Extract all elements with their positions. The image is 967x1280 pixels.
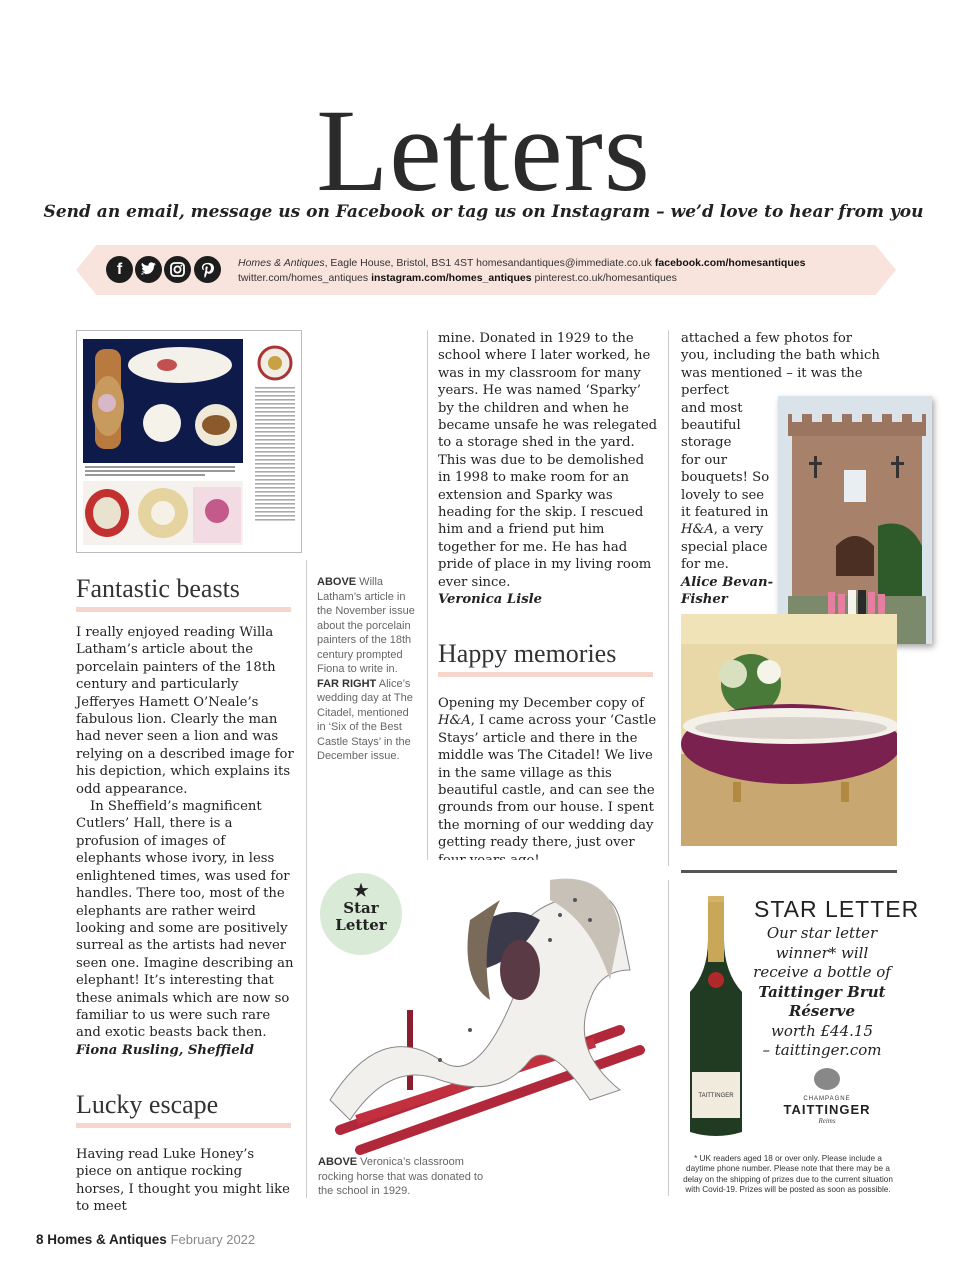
- letter-signature: Fiona Rusling, Sheffield: [76, 1042, 254, 1058]
- text-line: beautiful: [681, 418, 741, 434]
- prize-line: – taittinger.com: [762, 1041, 882, 1059]
- prize-line: worth £44.15: [771, 1021, 873, 1040]
- column-divider: [668, 330, 669, 866]
- terms-fine-print: * UK readers aged 18 or over only. Please include a daytime phone number. Please note that there may be a delay on the shipping of prizes due to the current situation with Covid-19. Prizes will be posted as soon as possible.: [683, 1154, 893, 1195]
- prize-line: Réserve: [788, 1002, 856, 1020]
- crest-icon: [814, 1068, 840, 1090]
- contact-publication: Homes & Antiques: [238, 257, 325, 269]
- bottle-label: TAITTINGER: [698, 1093, 734, 1099]
- prize-line: Our star letter: [766, 924, 878, 942]
- page-footer: [36, 1232, 255, 1247]
- letter-paragraph: In Sheffield’s magnificent Cutlers’ Hall, there is a profusion of images of elephants whose ivory, in less enlightened times, was used for handles. There too, most of the elephants are rather weird looking and some are positively surreal as the artists had never seen one. Imagine describing an elephant! It’s interesting that these animals which are now so familiar to us were such rare and exotic beasts back then.: [76, 799, 294, 1041]
- caption-text: Alice’s wedding day at The Citadel, mentioned in ‘Six of the Best Castle Stays’ in the December issue.: [317, 677, 413, 762]
- text: Opening my December copy of: [438, 696, 645, 711]
- text-line: for me.: [681, 557, 729, 573]
- caption-label: FAR RIGHT: [317, 677, 377, 690]
- page-title: Letters: [316, 85, 651, 216]
- letter-paragraph: mine. Donated in 1929 to the school where I later worked, he was in my classroom for many years. He was named ‘Sparky’ by the children and when he became unsafe he was relegated to a storage shed in the yard. This was due to be demolished in 1998 to make room for an extension and Sparky was heading for the skip. I rescued him and a friend put him together for me. He has had pride of place in my living room ever since.: [438, 331, 658, 590]
- magazine-name: H&A: [681, 522, 714, 538]
- letter-body-lucky-escape-continued: [438, 330, 660, 609]
- letter-signature: Alice Bevan-: [681, 574, 774, 590]
- facebook-icon[interactable]: f: [106, 256, 133, 283]
- champagne-bottle-image: [684, 892, 748, 1140]
- letter-paragraph: Having read Luke Honey’s piece on antique rocking horses, I thought you might like to meet: [76, 1147, 290, 1215]
- pinterest-link[interactable]: pinterest.co.uk/homesantiques: [531, 272, 677, 284]
- caption-text: Willa Latham’s article in the November issue about the porcelain painters of the 18th century prompted Fiona to write in.: [317, 576, 415, 675]
- magazine-spread-image: [76, 330, 302, 553]
- heading-rule: [438, 672, 653, 677]
- magazine-name: H&A: [438, 713, 471, 729]
- prize-line: receive a bottle of: [753, 963, 891, 981]
- star-letter-badge: [320, 873, 402, 955]
- pinterest-icon[interactable]: [194, 256, 221, 283]
- caption-label: ABOVE: [318, 1156, 358, 1168]
- castle-wedding-photo: [778, 396, 932, 644]
- magazine-name: Homes & Antiques: [47, 1232, 167, 1247]
- heading-rule: [76, 1123, 291, 1128]
- column-divider: [427, 330, 428, 870]
- badge-text: Star: [343, 899, 379, 917]
- letter-signature: Fisher: [681, 592, 728, 608]
- text-line: for our: [681, 452, 728, 468]
- photo-caption-2: [318, 1155, 498, 1199]
- heading-rule: [76, 607, 291, 612]
- text-line: special place: [681, 539, 768, 555]
- instagram-icon[interactable]: [164, 256, 191, 283]
- facebook-link[interactable]: facebook.com/homesantiques: [654, 257, 806, 269]
- contact-address: , Eagle House, Bristol, BS1 4ST homesandantiques@immediate.co.uk: [324, 257, 655, 269]
- column-divider: [668, 880, 669, 1196]
- instagram-link[interactable]: instagram.com/homes_antiques: [371, 272, 532, 284]
- letter-paragraph: attached a few photos for you, including the bath which was mentioned – it was the perfect: [681, 331, 880, 399]
- photo-caption-1: [317, 575, 420, 764]
- issue-date: February 2022: [170, 1232, 256, 1247]
- bath-photo: [681, 614, 897, 846]
- taittinger-logo: [760, 1068, 894, 1125]
- text: , a very: [713, 522, 764, 538]
- logo-text: CHAMPAGNE: [803, 1096, 851, 1102]
- twitter-icon[interactable]: [135, 256, 162, 283]
- twitter-link[interactable]: twitter.com/homes_antiques: [238, 272, 372, 284]
- text-line: storage: [681, 435, 732, 451]
- letter-heading-fantastic-beasts: Fantastic beasts: [76, 574, 240, 603]
- contact-details: [238, 256, 878, 286]
- logo-text: TAITTINGER: [783, 1102, 871, 1117]
- letter-paragraph: I really enjoyed reading Willa Latham’s article about the porcelain painters of the 18th century and particularly Jefferyes Hamett O’Neale’s fabulous lion. Clearly the man had never seen a lion and was relying on a described image for his depiction, which explains its odd appearance.: [76, 625, 294, 797]
- logo-text: Reims: [818, 1117, 836, 1125]
- star-icon: ★: [353, 881, 369, 901]
- letter-body-happy-memories: [438, 695, 660, 886]
- star-letter-body: [752, 924, 892, 1061]
- text-line: bouquets! So: [681, 470, 770, 486]
- star-letter-heading: STAR LETTER: [754, 896, 920, 922]
- caption-label: ABOVE: [317, 576, 357, 588]
- letter-heading-happy-memories: Happy memories: [438, 639, 617, 668]
- caption-text: Veronica’s classroom rocking horse that was donated to the school in 1929.: [318, 1156, 484, 1197]
- badge-text: Letter: [335, 916, 387, 934]
- star-letter-rule: [681, 870, 897, 873]
- page-subtitle: Send an email, message us on Facebook or tag us on Instagram – we’d love to hear from you: [43, 202, 924, 222]
- text-line: it featured in: [681, 505, 769, 521]
- page-number: 8: [36, 1232, 44, 1247]
- letter-signature: Veronica Lisle: [438, 592, 543, 608]
- letter-heading-lucky-escape: Lucky escape: [76, 1090, 219, 1119]
- text-line: and most: [681, 400, 743, 416]
- column-divider: [306, 560, 307, 1198]
- prize-line: Taittinger Brut: [758, 982, 886, 1001]
- text: , I came across your ‘Castle Stays’ article and there in the middle was The Citadel! We live in the same village as this beautiful castle, and can see the grounds from our house. I spent the morning of our wedding day getting ready there, just over: [438, 713, 657, 851]
- text-line: lovely to see: [681, 487, 765, 503]
- letter-body-fantastic-beasts: [76, 624, 294, 1059]
- prize-line: winner* will: [775, 943, 869, 962]
